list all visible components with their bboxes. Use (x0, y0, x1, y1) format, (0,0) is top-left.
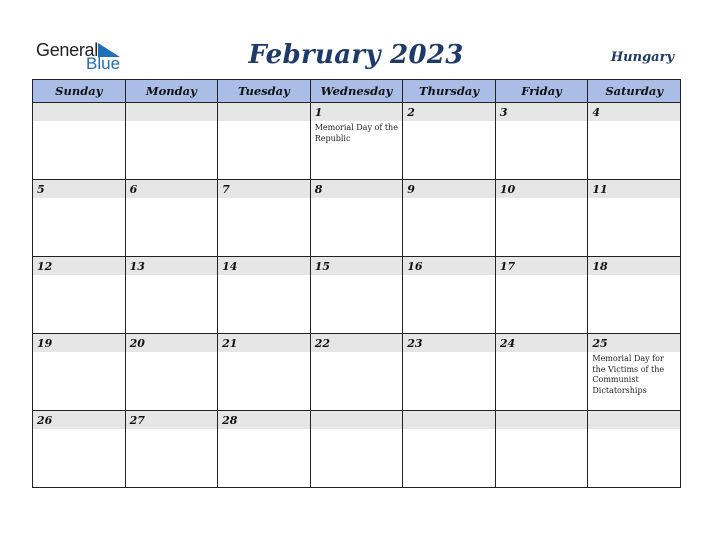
day-cell (495, 411, 588, 488)
day-cell (33, 334, 126, 411)
day-cell (125, 103, 218, 180)
day-cell (33, 103, 126, 180)
day-cell (310, 103, 403, 180)
day-cell (310, 334, 403, 411)
day-cell (495, 257, 588, 334)
day-cell (588, 334, 681, 411)
day-number (218, 103, 310, 121)
day-number: 12 (33, 257, 125, 275)
calendar-grid (32, 79, 681, 488)
day-number: 27 (126, 411, 218, 429)
week-row (33, 103, 681, 180)
day-number: 3 (496, 103, 588, 121)
day-number: 24 (496, 334, 588, 352)
weekday-header: Tuesday (218, 80, 311, 103)
day-number: 16 (403, 257, 495, 275)
weekday-header: Monday (125, 80, 218, 103)
day-number (403, 411, 495, 429)
day-cell (125, 180, 218, 257)
week-row (33, 180, 681, 257)
day-cell (310, 180, 403, 257)
day-number: 8 (311, 180, 403, 198)
calendar-title: February 2023 (248, 40, 464, 70)
day-cell (495, 180, 588, 257)
week-row (33, 257, 681, 334)
day-cell (125, 257, 218, 334)
weekday-header: Wednesday (310, 80, 403, 103)
day-number (126, 103, 218, 121)
day-number: 2 (403, 103, 495, 121)
day-cell (218, 103, 311, 180)
day-cell (33, 257, 126, 334)
day-number: 28 (218, 411, 310, 429)
day-cell (403, 257, 496, 334)
day-cell (588, 180, 681, 257)
day-cell (495, 103, 588, 180)
day-cell (403, 103, 496, 180)
day-cell (218, 334, 311, 411)
day-number: 13 (126, 257, 218, 275)
day-cell (33, 411, 126, 488)
day-number: 17 (496, 257, 588, 275)
weekday-header-row (33, 80, 681, 103)
day-cell (310, 411, 403, 488)
day-cell (218, 180, 311, 257)
day-number: 4 (588, 103, 680, 121)
day-cell (403, 180, 496, 257)
day-cell (403, 334, 496, 411)
day-cell (218, 411, 311, 488)
day-number: 23 (403, 334, 495, 352)
day-cell (495, 334, 588, 411)
day-number (311, 411, 403, 429)
day-number: 10 (496, 180, 588, 198)
day-number (588, 411, 680, 429)
day-number: 1 (311, 103, 403, 121)
day-number: 14 (218, 257, 310, 275)
day-number: 11 (588, 180, 680, 198)
holiday-label: Memorial Day of the Republic (314, 123, 398, 143)
day-cell (588, 257, 681, 334)
day-number: 25 (588, 334, 680, 352)
day-number: 26 (33, 411, 125, 429)
day-number (496, 411, 588, 429)
day-number: 22 (311, 334, 403, 352)
day-number (33, 103, 125, 121)
week-row (33, 334, 681, 411)
day-number: 6 (126, 180, 218, 198)
week-row (33, 411, 681, 488)
holiday-label: Memorial Day for the Victims of the Communist Dictatorships (592, 354, 665, 395)
day-cell (125, 411, 218, 488)
day-number: 21 (218, 334, 310, 352)
day-cell (218, 257, 311, 334)
country-label: Hungary (610, 50, 674, 65)
weekday-header: Friday (495, 80, 588, 103)
day-number: 18 (588, 257, 680, 275)
day-cell (588, 103, 681, 180)
day-cell (125, 334, 218, 411)
weekday-header: Saturday (588, 80, 681, 103)
day-number: 5 (33, 180, 125, 198)
logo-general-text: General (36, 40, 98, 60)
day-cell (33, 180, 126, 257)
weekday-header: Thursday (403, 80, 496, 103)
day-cell (310, 257, 403, 334)
logo-blue-text: Blue (86, 54, 121, 73)
day-number: 7 (218, 180, 310, 198)
day-cell (403, 411, 496, 488)
day-number: 19 (33, 334, 125, 352)
day-number: 15 (311, 257, 403, 275)
day-number: 20 (126, 334, 218, 352)
day-number: 9 (403, 180, 495, 198)
day-cell (588, 411, 681, 488)
weekday-header: Sunday (33, 80, 126, 103)
